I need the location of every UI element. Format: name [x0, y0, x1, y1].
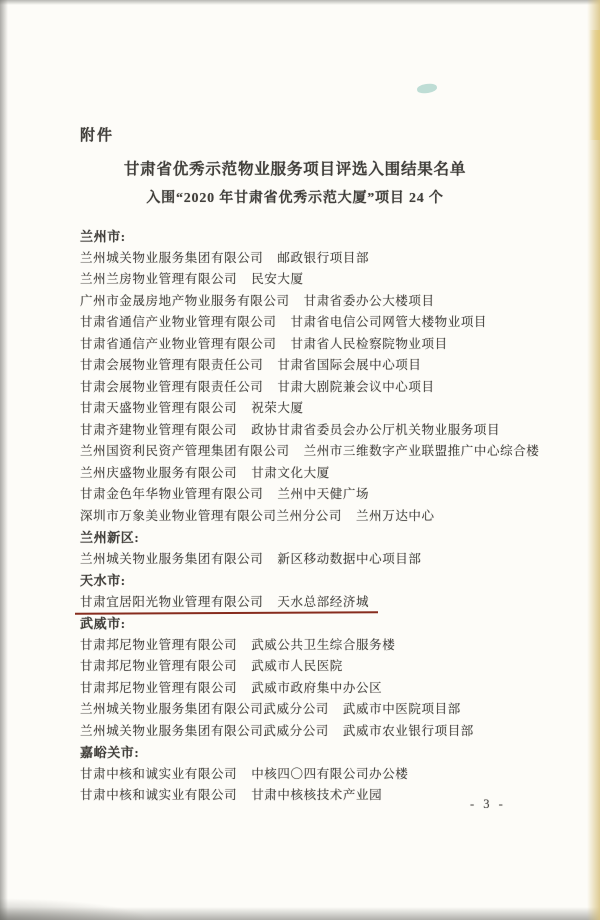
- entry-text: [80, 549, 422, 571]
- entry-row: [80, 291, 575, 313]
- company-name: 兰州城关物业服务集团有限公司武威分公司: [80, 723, 329, 738]
- entry-row: [80, 248, 575, 270]
- company-name: 甘肃省通信产业物业管理有限公司: [80, 336, 277, 351]
- document-title: 甘肃省优秀示范物业服务项目评选入围结果名单: [123, 161, 467, 178]
- company-name: 甘肃齐建物业管理有限公司: [80, 422, 238, 437]
- company-name: 兰州庆盛物业服务有限公司: [80, 465, 238, 480]
- attachment-label: 附件: [80, 128, 115, 144]
- company-name: 甘肃中核和诚实业有限公司: [80, 766, 238, 781]
- project-name: 中核四〇四有限公司办公楼: [251, 766, 409, 781]
- section-header: 武威市:: [80, 616, 126, 631]
- entry-text: [80, 463, 330, 485]
- project-name: 邮政银行项目部: [277, 250, 370, 265]
- entry-text: [80, 334, 448, 356]
- entry-row: [80, 678, 575, 700]
- entry-text: [80, 785, 382, 807]
- entry-text: [80, 377, 435, 399]
- section-header: 兰州新区:: [80, 530, 140, 545]
- entry-text: [80, 420, 500, 442]
- entry-row: [80, 334, 575, 356]
- section-header: 兰州市:: [80, 229, 126, 244]
- project-name: 祝荣大厦: [251, 401, 304, 415]
- company-name: 甘肃省通信产业物业管理有限公司: [80, 315, 277, 329]
- project-name: 甘肃大剧院兼会议中心项目: [277, 379, 435, 394]
- project-name: 兰州市三维数字产业联盟推广中心综合楼: [303, 444, 540, 458]
- company-name: 甘肃中核和诚实业有限公司: [80, 788, 238, 802]
- company-name: 甘肃宜居阳光物业管理有限公司: [80, 594, 264, 609]
- entry-row: [80, 484, 575, 506]
- entry-row: [80, 463, 575, 485]
- company-name: 甘肃邦尼物业管理有限公司: [80, 659, 238, 673]
- entry-text: [80, 506, 435, 528]
- section-header: 嘉峪关市:: [80, 745, 140, 760]
- project-name: 甘肃省委办公大楼项目: [303, 293, 435, 308]
- project-name: 武威公共卫生综合服务楼: [251, 637, 396, 652]
- company-name: 兰州城关物业服务集团有限公司武威分公司: [80, 702, 329, 716]
- section-header: 天水市:: [80, 573, 126, 588]
- project-name: 武威市政府集中办公区: [251, 680, 383, 695]
- entry-row: [80, 420, 575, 442]
- scan-edge-left: [0, 0, 8, 920]
- project-name: 民安大厦: [251, 272, 304, 286]
- project-name: 甘肃省国际会展中心项目: [277, 358, 422, 372]
- company-name: 兰州兰房物业管理有限公司: [80, 272, 238, 286]
- project-name: 兰州中天健广场: [277, 487, 370, 501]
- entry-text: [80, 312, 487, 334]
- entry-text: [80, 269, 304, 291]
- scan-edge-right-highlight: [589, 30, 600, 140]
- project-name: 甘肃文化大厦: [251, 465, 330, 480]
- entry-text: [80, 355, 422, 377]
- entry-text: [80, 248, 369, 270]
- entry-text: [80, 291, 435, 313]
- project-name: 甘肃中核核技术产业园: [251, 788, 383, 802]
- project-name: 武威市人民医院: [251, 659, 343, 673]
- project-name: 兰州万达中心: [356, 508, 435, 523]
- document-subtitle: 入围“2020 年甘肃省优秀示范大厦”项目 24 个: [146, 191, 444, 206]
- company-name: 甘肃天盛物业管理有限公司: [80, 401, 238, 415]
- entry-row: [80, 656, 575, 678]
- company-name: 甘肃会展物业管理有限责任公司: [80, 379, 264, 394]
- page-number: - 3 -: [470, 797, 506, 811]
- entry-text: [80, 764, 408, 786]
- entry-row: [80, 592, 575, 614]
- company-name: 甘肃邦尼物业管理有限公司: [80, 637, 238, 652]
- entry-text: [80, 678, 382, 700]
- project-name: 武威市中医院项目部: [342, 702, 461, 716]
- entry-text: [80, 398, 304, 420]
- project-name: 新区移动数据中心项目部: [277, 551, 422, 566]
- company-name: 兰州国资利民资产管理集团有限公司: [80, 444, 290, 458]
- entry-row: [80, 549, 575, 571]
- scan-corner-bottom-left: [0, 898, 150, 920]
- entry-row: [80, 398, 575, 420]
- entry-text: [80, 484, 369, 506]
- company-name: 深圳市万象美业物业管理有限公司兰州分公司: [80, 508, 343, 523]
- company-name: 甘肃会展物业管理有限责任公司: [80, 358, 264, 372]
- company-name: 兰州城关物业服务集团有限公司: [80, 551, 264, 566]
- project-name: 甘肃省人民检察院物业项目: [290, 336, 448, 351]
- project-name: 甘肃省电信公司网管大楼物业项目: [290, 315, 488, 329]
- entry-row: [80, 635, 575, 657]
- entry-row: [80, 506, 575, 528]
- company-name: 甘肃邦尼物业管理有限公司: [80, 680, 238, 695]
- company-name: 兰州城关物业服务集团有限公司: [80, 250, 264, 265]
- project-name: 武威市农业银行项目部: [342, 723, 474, 738]
- entry-row: [80, 764, 575, 786]
- teal-ink-smudge: [416, 83, 437, 95]
- entry-row: [80, 441, 575, 463]
- entry-row: [80, 312, 575, 334]
- entry-text: [80, 635, 395, 657]
- entry-row: [80, 355, 575, 377]
- scan-edge-top: [0, 0, 600, 5]
- entry-row: [80, 699, 575, 721]
- project-name: 天水总部经济城: [277, 594, 370, 609]
- entry-row: [80, 377, 575, 399]
- entry-list: [80, 226, 575, 807]
- entry-row: [80, 269, 575, 291]
- entry-text: [80, 699, 461, 721]
- project-name: 政协甘肃省委员会办公厅机关物业服务项目: [251, 422, 501, 437]
- company-name: 广州市金晟房地产物业服务有限公司: [80, 293, 290, 308]
- company-name: 甘肃金色年华物业管理有限公司: [80, 487, 264, 501]
- entry-text: [80, 441, 539, 463]
- entry-text: [80, 592, 369, 614]
- entry-text: [80, 721, 474, 743]
- entry-row: [80, 721, 575, 743]
- entry-text: [80, 656, 343, 678]
